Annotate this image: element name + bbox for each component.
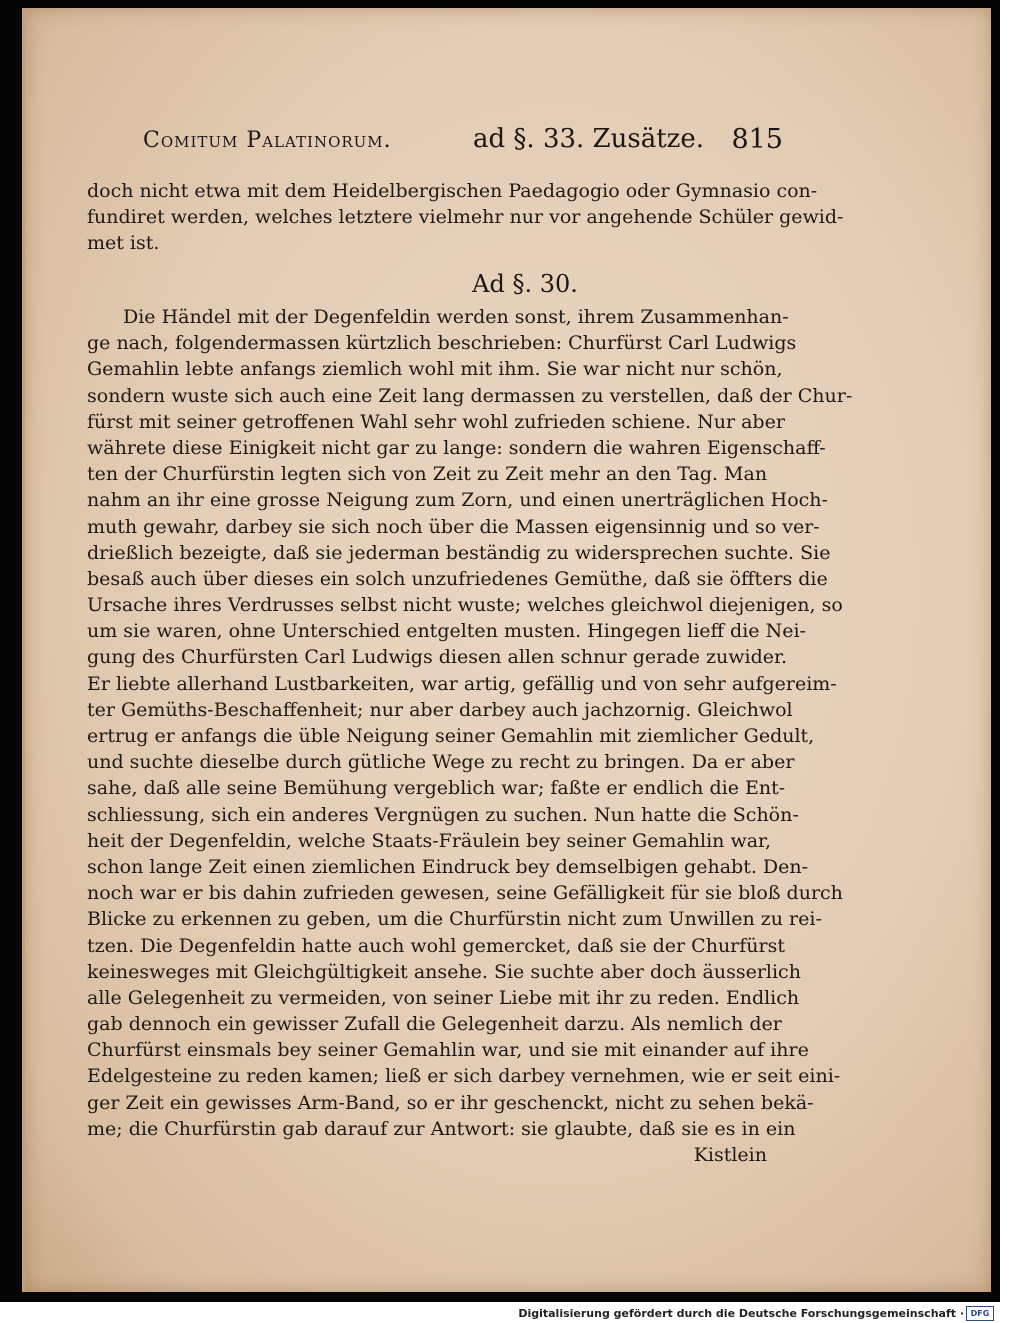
intro-paragraph [87, 178, 844, 257]
section-heading: Ad §. 30. [472, 270, 578, 298]
catchword: Kistlein [693, 1144, 767, 1166]
funding-credit: Digitalisierung gefördert durch die Deutsche Forschungsgemeinschaft · [518, 1307, 964, 1320]
text-line: fürst mit seiner getroffenen Wahl sehr wohl zufrieden schiene. Nur aber [87, 410, 785, 433]
text-line: schliessung, sich ein anderes Vergnügen zu suchen. Nun hatte die Schön- [87, 803, 799, 826]
text-line: met ist. [87, 232, 160, 255]
text-line: tzen. Die Degenfeldin hatte auch wohl gemercket, daß sie der Churfürst [87, 934, 785, 957]
text-line: sahe, daß alle seine Bemühung vergeblich war; faßte er endlich die Ent- [87, 777, 786, 800]
text-line: ten der Churfürstin legten sich von Zeit zu Zeit mehr an den Tag. Man [87, 463, 768, 486]
text-line: Churfürst einsmals bey seiner Gemahlin war, und sie mit einander auf ihre [87, 1039, 809, 1062]
text-line: alle Gelegenheit zu vermeiden, von seiner Liebe mit ihr zu reden. Endlich [87, 986, 800, 1009]
text-line: gung des Churfürsten Carl Ludwigs diesen allen schnur gerade zuwider. [87, 646, 788, 669]
text-line: fundiret werden, welches letztere vielmehr nur vor angehende Schüler gewid- [87, 206, 844, 229]
footer-bar [0, 1302, 1000, 1323]
body-paragraph [87, 304, 853, 1168]
text-line: besaß auch über dieses ein solch unzufriedenes Gemüthe, daß sie öffters die [87, 567, 828, 590]
text-line: Edelgesteine zu reden kamen; ließ er sich darbey vernehmen, wie er seit eini- [87, 1065, 841, 1088]
text-line: gab dennoch ein gewisser Zufall die Gelegenheit darzu. Als nemlich der [87, 1013, 782, 1036]
text-line: um sie waren, ohne Unterschied entgelten musten. Hingegen lieff die Nei- [87, 620, 806, 643]
text-line: Die Händel mit der Degenfeldin werden sonst, ihrem Zusammenhan- [123, 306, 789, 328]
text-line: me; die Churfürstin gab darauf zur Antwort: sie glaubte, daß sie es in ein [87, 1117, 796, 1140]
text-line: muth gewahr, darbey sie sich noch über die Massen eigensinnig und so ver- [87, 515, 820, 538]
text-line: noch war er bis dahin zufrieden gewesen, seine Gefälligkeit für sie bloß durch [87, 882, 843, 905]
text-line: Er liebte allerhand Lustbarkeiten, war artig, gefällig und von sehr aufgereim- [87, 672, 837, 695]
text-line: ter Gemüths-Beschaffenheit; nur aber darbey auch jachzornig. Gleichwol [87, 698, 793, 721]
dfg-logo: DFG [966, 1306, 994, 1321]
text-line: und suchte dieselbe durch gütliche Wege zu recht zu bringen. Da er aber [87, 751, 795, 774]
text-line: drießlich bezeigte, daß sie jederman beständig zu widersprechen suchte. Sie [87, 541, 831, 564]
running-head-section: ad §. 33. Zusätze. [473, 124, 705, 154]
text-line: Ursache ihres Verdrusses selbst nicht wuste; welches gleichwol diejenigen, so [87, 594, 843, 617]
text-line: schon lange Zeit einen ziemlichen Eindruck bey demselbigen gehabt. Den- [87, 855, 809, 878]
text-line: Gemahlin lebte anfangs ziemlich wohl mit ihm. Sie war nicht nur schön, [87, 358, 783, 381]
text-line: heit der Degenfeldin, welche Staats-Fräulein bey seiner Gemahlin war, [87, 829, 772, 852]
page-number: 815 [731, 124, 783, 155]
text-line: ertrug er anfangs die üble Neigung seiner Gemahlin mit ziemlicher Gedult, [87, 725, 815, 747]
text-line: nahm an ihr eine grosse Neigung zum Zorn, und einen unerträglichen Hoch- [87, 489, 828, 512]
running-head [143, 120, 783, 164]
text-line: doch nicht etwa mit dem Heidelbergischen Paedagogio oder Gymnasio con- [87, 180, 818, 202]
book-page [22, 8, 991, 1292]
text-line: sondern wuste sich auch eine Zeit lang dermassen zu verstellen, daß der Chur- [87, 384, 853, 407]
text-line: keinesweges mit Gleichgültigkeit ansehe. Sie suchte aber doch äusserlich [87, 960, 801, 983]
text-line: Blicke zu erkennen zu geben, um die Churfürstin nicht zum Unwillen zu rei- [87, 908, 822, 931]
running-head-title: Comitum Palatinorum. [143, 128, 392, 153]
text-line: währete diese Einigkeit nicht gar zu lange: sondern die wahren Eigenschaff- [87, 436, 826, 459]
text-line: ge nach, folgendermassen kürtzlich beschrieben: Churfürst Carl Ludwigs [87, 332, 797, 355]
text-line: ger Zeit ein gewisses Arm-Band, so er ihr geschenckt, nicht zu sehen bekä- [87, 1091, 814, 1114]
